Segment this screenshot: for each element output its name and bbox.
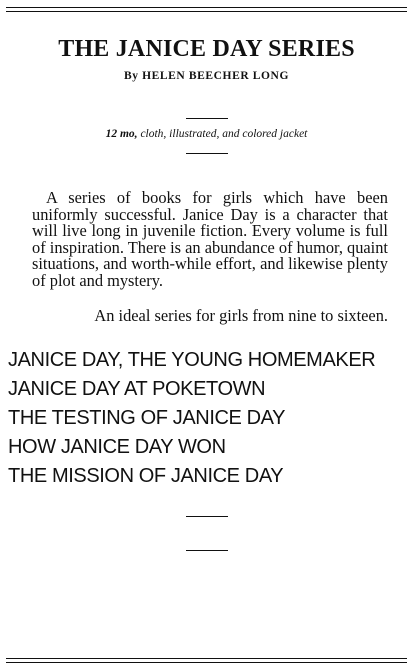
book-title-list: [8, 346, 375, 491]
format-line: [0, 128, 413, 140]
series-title-block: [0, 36, 413, 63]
format-size: 12 mo,: [105, 128, 138, 140]
bottom-double-rule: [6, 658, 407, 663]
series-description: A series of books for girls which have been uniformly successful. Janice Day is a character that will live long in juvenile fiction. Every volume is full of inspiration. There is an abundance of humor, quaint situations, and worth-while effort, and likewise plenty of plot and mystery.: [32, 188, 388, 290]
divider-rule-1: [186, 118, 228, 119]
divider-rule-2: [186, 153, 228, 154]
book-title: JANICE DAY AT POKETOWN: [8, 378, 266, 400]
series-tagline: An ideal series for girls from nine to sixteen.: [94, 306, 388, 325]
divider-rule-4: [186, 550, 228, 551]
book-title: THE TESTING OF JANICE DAY: [8, 407, 286, 429]
author-line: By HELEN BEECHER LONG: [123, 70, 289, 82]
series-title: THE JANICE DAY SERIES: [58, 36, 355, 62]
format-details: cloth, illustrated, and colored jacket: [140, 128, 308, 140]
book-title: JANICE DAY, THE YOUNG HOMEMAKER: [8, 349, 376, 371]
book-title: THE MISSION OF JANICE DAY: [8, 465, 284, 487]
book-title: HOW JANICE DAY WON: [8, 436, 226, 458]
top-double-rule: [6, 7, 407, 12]
divider-rule-3: [186, 516, 228, 517]
